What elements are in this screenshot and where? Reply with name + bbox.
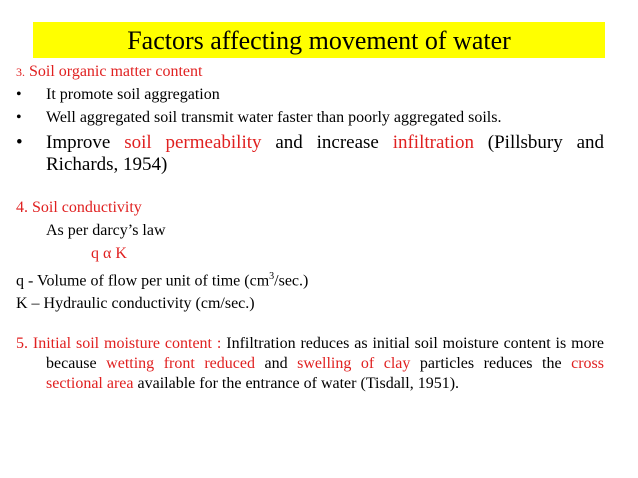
- q-definition: q - Volume of flow per unit of time $(cm^3/\sec.)$: [16, 271, 309, 290]
- slide-title: Factors affecting movement of water: [33, 22, 605, 58]
- section-4-heading: 4. Soil conductivity: [16, 199, 142, 216]
- bullet-dot: •: [16, 109, 22, 126]
- bullet-permeability: • Improve soil permeability and increase infiltration (Pillsbury and Richards, 1954): [16, 132, 604, 175]
- section-3-number: 3.: [16, 65, 25, 79]
- slide-content: [16, 62, 604, 394]
- section-5-heading: 5. Initial soil moisture content :: [16, 335, 227, 353]
- highlight-cross-sectional-area: cross sectional area: [46, 355, 605, 393]
- darcy-formula: q α K: [91, 245, 127, 262]
- bullet-aggregation: • It promote soil aggregation: [16, 86, 220, 103]
- section-5-paragraph: 5. Initial soil moisture content : Infiltration reduces as initial soil moisture content is more because wetting front reduced and swelling of clay particles reduces the cross sectional area available for the entrance of water (Tisdall, 1951).: [16, 335, 605, 393]
- highlight-infiltration: infiltration: [392, 132, 474, 153]
- highlight-wetting-front: wetting front reduced: [106, 355, 255, 373]
- section-3-title: Soil organic matter content: [29, 63, 203, 80]
- highlight-soil-permeability: soil permeability: [124, 132, 262, 153]
- k-definition: K – Hydraulic conductivity (cm/sec.): [16, 295, 255, 313]
- bullet-dot: •: [16, 86, 22, 103]
- highlight-swelling-of-clay: swelling of clay: [297, 355, 411, 373]
- bullet-dot: •: [16, 132, 23, 153]
- section-3-heading: [16, 62, 604, 82]
- darcy-law-text: As per darcy’s law: [46, 222, 166, 239]
- bullet-aggregated-soil: • Well aggregated soil transmit water faster than poorly aggregated soils.: [16, 109, 502, 126]
